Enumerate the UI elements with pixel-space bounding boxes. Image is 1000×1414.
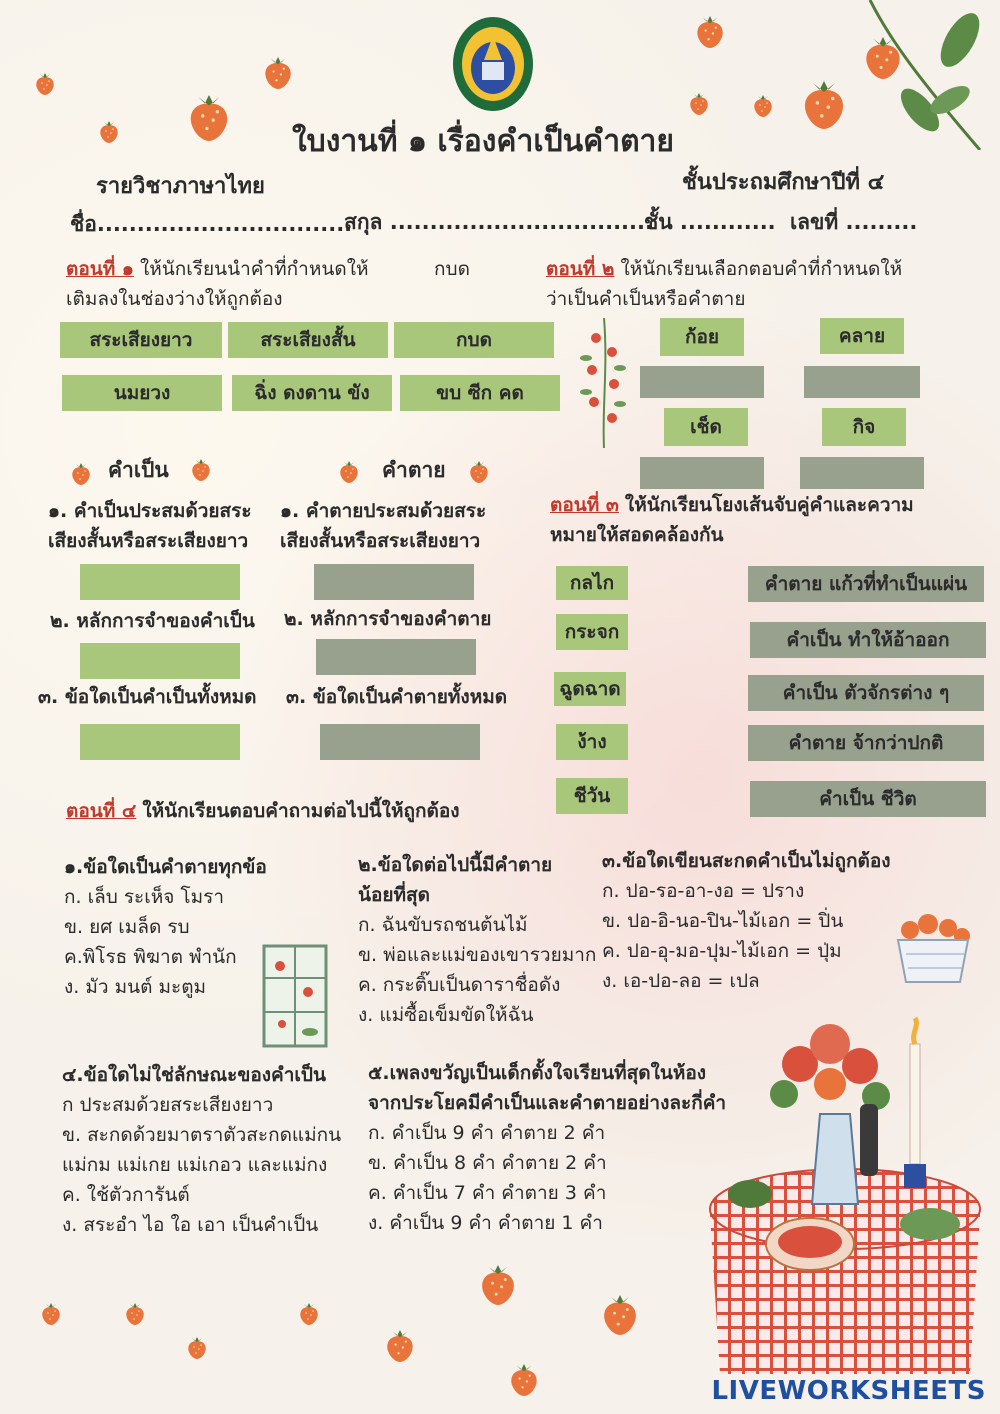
live-q3-answer-box[interactable] bbox=[80, 724, 240, 760]
q4-option[interactable]: ข. สะกดด้วยมาตราตัวสะกดแม่กน bbox=[62, 1124, 342, 1146]
part2-answer-box[interactable] bbox=[640, 457, 764, 489]
q3-option[interactable]: ข. ปอ-อิ-นอ-ปิน-ไม้เอก = ปิ่น bbox=[602, 910, 844, 932]
part1-instruction: ให้นักเรียนนำคำที่กำหนดให้ bbox=[140, 258, 369, 280]
strawberry-icon bbox=[186, 92, 232, 144]
q1-option[interactable]: ข. ยศ เมล็ด รบ bbox=[64, 916, 190, 938]
q4-question: ๔.ข้อใดไม่ใช่ลักษณะของคำเป็น bbox=[62, 1064, 326, 1086]
grade-label: ชั้นประถมศึกษาปีที่ ๔ bbox=[682, 170, 885, 195]
dead-q1: ๑. คำตายประสมด้วยสระ bbox=[280, 500, 487, 522]
part2-instruction: ให้นักเรียนเลือกตอบคำที่กำหนดให้ bbox=[620, 258, 903, 280]
q2-question-line2: น้อยที่สุด bbox=[358, 884, 430, 906]
class-field[interactable]: ชั้น ............ bbox=[644, 210, 776, 234]
page-title: ใบงานที่ ๑ เรื่องคำเป็นคำตาย bbox=[292, 124, 674, 159]
strawberry-icon bbox=[98, 120, 120, 144]
strawberry-icon bbox=[694, 14, 726, 50]
q3-question: ๓.ข้อใดเขียนสะกดคำเป็นไม่ถูกต้อง bbox=[602, 850, 891, 872]
word-box[interactable]: สระเสียงสั้น bbox=[228, 322, 388, 358]
q2-option[interactable]: ง. แม่ซื้อเข็มขัดให้ฉัน bbox=[358, 1004, 534, 1026]
q4-option-continued: แม่กม แม่เกย แม่เกอว และแม่กง bbox=[62, 1154, 328, 1176]
word-box[interactable]: ขบ ซีก คด bbox=[400, 375, 560, 411]
q3-option[interactable]: ง. เอ-ปอ-ลอ = เปล bbox=[602, 970, 760, 992]
dead-q3: ๓. ข้อใดเป็นคำตายทั้งหมด bbox=[286, 686, 508, 708]
q1-question: ๑.ข้อใดเป็นคำตายทุกข้อ bbox=[64, 856, 267, 878]
match-word[interactable]: กลไก bbox=[556, 566, 628, 600]
university-logo bbox=[452, 16, 534, 112]
part2-word: เช็ด bbox=[664, 408, 748, 446]
picnic-table-illustration-icon bbox=[700, 1004, 990, 1374]
window-illustration-icon bbox=[262, 944, 328, 1048]
word-box[interactable]: สระเสียงยาว bbox=[60, 322, 222, 358]
q3-option[interactable]: ค. ปอ-อุ-มอ-ปุม-ไม้เอก = ปุ่ม bbox=[602, 940, 842, 962]
part2-word: ก้อย bbox=[660, 318, 744, 356]
strawberry-icon bbox=[508, 1362, 540, 1398]
word-box[interactable]: กบด bbox=[394, 322, 554, 358]
match-meaning[interactable]: คำเป็น ทำให้อ้าออก bbox=[750, 622, 986, 658]
strawberry-icon bbox=[124, 1302, 146, 1326]
match-meaning[interactable]: คำเป็น ชีวิต bbox=[750, 781, 986, 817]
q4-option[interactable]: ง. สระอำ ไอ ใอ เอา เป็นคำเป็น bbox=[62, 1214, 319, 1236]
part4-heading bbox=[66, 800, 460, 823]
part2-word: กิจ bbox=[822, 408, 906, 446]
live-q1-answer-box[interactable] bbox=[80, 564, 240, 600]
part2-word: คลาย bbox=[820, 318, 904, 354]
live-q1: ๑. คำเป็นประสมด้วยสระ bbox=[48, 500, 252, 522]
dead-q1-line2: เสียงสั้นหรือสระเสียงยาว bbox=[280, 530, 481, 552]
match-word[interactable]: ฉูดฉาด bbox=[554, 672, 626, 706]
part3-instruction: ให้นักเรียนโยงเส้นจับคู่คำและความ bbox=[624, 494, 914, 516]
q2-question: ๒.ข้อใดต่อไปนี้มีคำตาย bbox=[358, 854, 553, 876]
part2-instruction-line2: ว่าเป็นคำเป็นหรือคำตาย bbox=[546, 288, 746, 310]
strawberry-icon bbox=[688, 92, 710, 116]
subject-label: รายวิชาภาษาไทย bbox=[96, 174, 265, 199]
live-q1-line2: เสียงสั้นหรือสระเสียงยาว bbox=[48, 530, 249, 552]
match-word[interactable]: กระจก bbox=[556, 614, 628, 650]
part1-instruction-extra: กบด bbox=[434, 258, 470, 280]
q3-option[interactable]: ก. ปอ-รอ-อา-งอ = ปราง bbox=[602, 880, 805, 902]
match-word[interactable]: ชีวัน bbox=[556, 778, 628, 814]
part1-heading bbox=[66, 258, 369, 281]
strawberry-icon bbox=[262, 55, 294, 91]
q5-question: ๕.เพลงขวัญเป็นเด็กตั้งใจเรียนที่สุดในห้อง bbox=[368, 1062, 707, 1084]
strawberry-icon bbox=[478, 1262, 518, 1308]
number-field[interactable]: เลขที่ ......... bbox=[790, 210, 918, 234]
part1-instruction-line2: เติมลงในช่องว่างให้ถูกต้อง bbox=[66, 288, 283, 310]
q5-option[interactable]: ข. คำเป็น 8 คำ คำตาย 2 คำ bbox=[368, 1152, 607, 1174]
q5-option[interactable]: ง. คำเป็น 9 คำ คำตาย 1 คำ bbox=[368, 1212, 603, 1234]
live-q2-answer-box[interactable] bbox=[80, 643, 240, 679]
live-q2: ๒. หลักการจำของคำเป็น bbox=[50, 610, 255, 632]
strawberry-icon bbox=[468, 460, 490, 484]
strawberry-icon bbox=[298, 1302, 320, 1326]
word-box[interactable]: ฉิ่ง ดงดาน ขัง bbox=[232, 375, 392, 411]
word-box[interactable]: นมยวง bbox=[62, 375, 222, 411]
q5-question-line2: จากประโยคมีคำเป็นและคำตายอย่างละกี่คำ bbox=[368, 1092, 727, 1114]
strawberry-icon bbox=[752, 94, 774, 118]
part2-heading bbox=[546, 258, 902, 281]
match-meaning[interactable]: คำเป็น ตัวจักรต่าง ๆ bbox=[748, 675, 984, 711]
leaf-branch-icon bbox=[840, 0, 990, 150]
q4-option[interactable]: ค. ใช้ตัวการันต์ bbox=[62, 1184, 190, 1206]
q2-option[interactable]: ค. กระติ๊บเป็นดาราชื่อดัง bbox=[358, 974, 561, 996]
q2-option[interactable]: ข. พ่อและแม่ของเขารวยมาก bbox=[358, 944, 597, 966]
strawberry-icon bbox=[40, 1302, 62, 1326]
dead-q2: ๒. หลักการจำของคำตาย bbox=[284, 608, 492, 630]
dead-q1-answer-box[interactable] bbox=[314, 564, 474, 600]
dead-words-heading: คำตาย bbox=[382, 458, 446, 482]
dead-q2-answer-box[interactable] bbox=[316, 639, 476, 675]
part3-instruction-line2: หมายให้สอดคล้องกัน bbox=[550, 524, 724, 546]
part1-tag: ตอนที่ ๑ bbox=[66, 258, 134, 280]
match-meaning[interactable]: คำตาย จ้ากว่าปกติ bbox=[748, 725, 984, 761]
name-field[interactable]: ชื่อ................................ bbox=[70, 212, 353, 236]
q1-option[interactable]: ก. เล็บ ระเห็จ โมรา bbox=[64, 886, 225, 908]
q5-option[interactable]: ก. คำเป็น 9 คำ คำตาย 2 คำ bbox=[368, 1122, 606, 1144]
strawberry-icon bbox=[70, 462, 92, 486]
q1-option[interactable]: ง. มัว มนต์ มะตูม bbox=[64, 976, 207, 998]
part2-answer-box[interactable] bbox=[640, 366, 764, 398]
q5-option[interactable]: ค. คำเป็น 7 คำ คำตาย 3 คำ bbox=[368, 1182, 607, 1204]
q1-option[interactable]: ค.พิโรธ พิฆาต พำนัก bbox=[64, 946, 237, 968]
q4-option[interactable]: ก ประสมด้วยสระเสียงยาว bbox=[62, 1094, 274, 1116]
strawberry-icon bbox=[600, 1292, 640, 1338]
strawberry-icon bbox=[190, 458, 212, 482]
surname-field[interactable]: สกุล ................................. bbox=[344, 210, 653, 234]
strawberry-icon bbox=[186, 1336, 208, 1360]
liveworksheets-watermark: LIVEWORKSHEETS bbox=[711, 1376, 986, 1406]
live-q3: ๓. ข้อใดเป็นคำเป็นทั้งหมด bbox=[38, 686, 257, 708]
match-meaning[interactable]: คำตาย แก้วที่ทำเป็นแผ่น bbox=[748, 566, 984, 602]
part4-tag: ตอนที่ ๔ bbox=[66, 800, 137, 822]
q2-option[interactable]: ก. ฉันขับรถชนต้นไม้ bbox=[358, 914, 528, 936]
live-words-heading: คำเป็น bbox=[108, 458, 169, 482]
flower-sprig-icon bbox=[574, 318, 634, 448]
dead-q3-answer-box[interactable] bbox=[320, 724, 480, 760]
part2-answer-box[interactable] bbox=[804, 366, 920, 398]
part4-instruction: ให้นักเรียนตอบคำถามต่อไปนี้ให้ถูกต้อง bbox=[142, 800, 460, 822]
part3-heading bbox=[550, 494, 914, 517]
strawberry-icon bbox=[338, 460, 360, 484]
part2-answer-box[interactable] bbox=[800, 457, 924, 489]
strawberry-icon bbox=[34, 72, 56, 96]
part3-tag: ตอนที่ ๓ bbox=[550, 494, 619, 516]
part2-tag: ตอนที่ ๒ bbox=[546, 258, 615, 280]
strawberry-icon bbox=[384, 1328, 416, 1364]
strawberry-basket-icon bbox=[892, 906, 974, 986]
match-word[interactable]: ง้าง bbox=[556, 724, 628, 760]
